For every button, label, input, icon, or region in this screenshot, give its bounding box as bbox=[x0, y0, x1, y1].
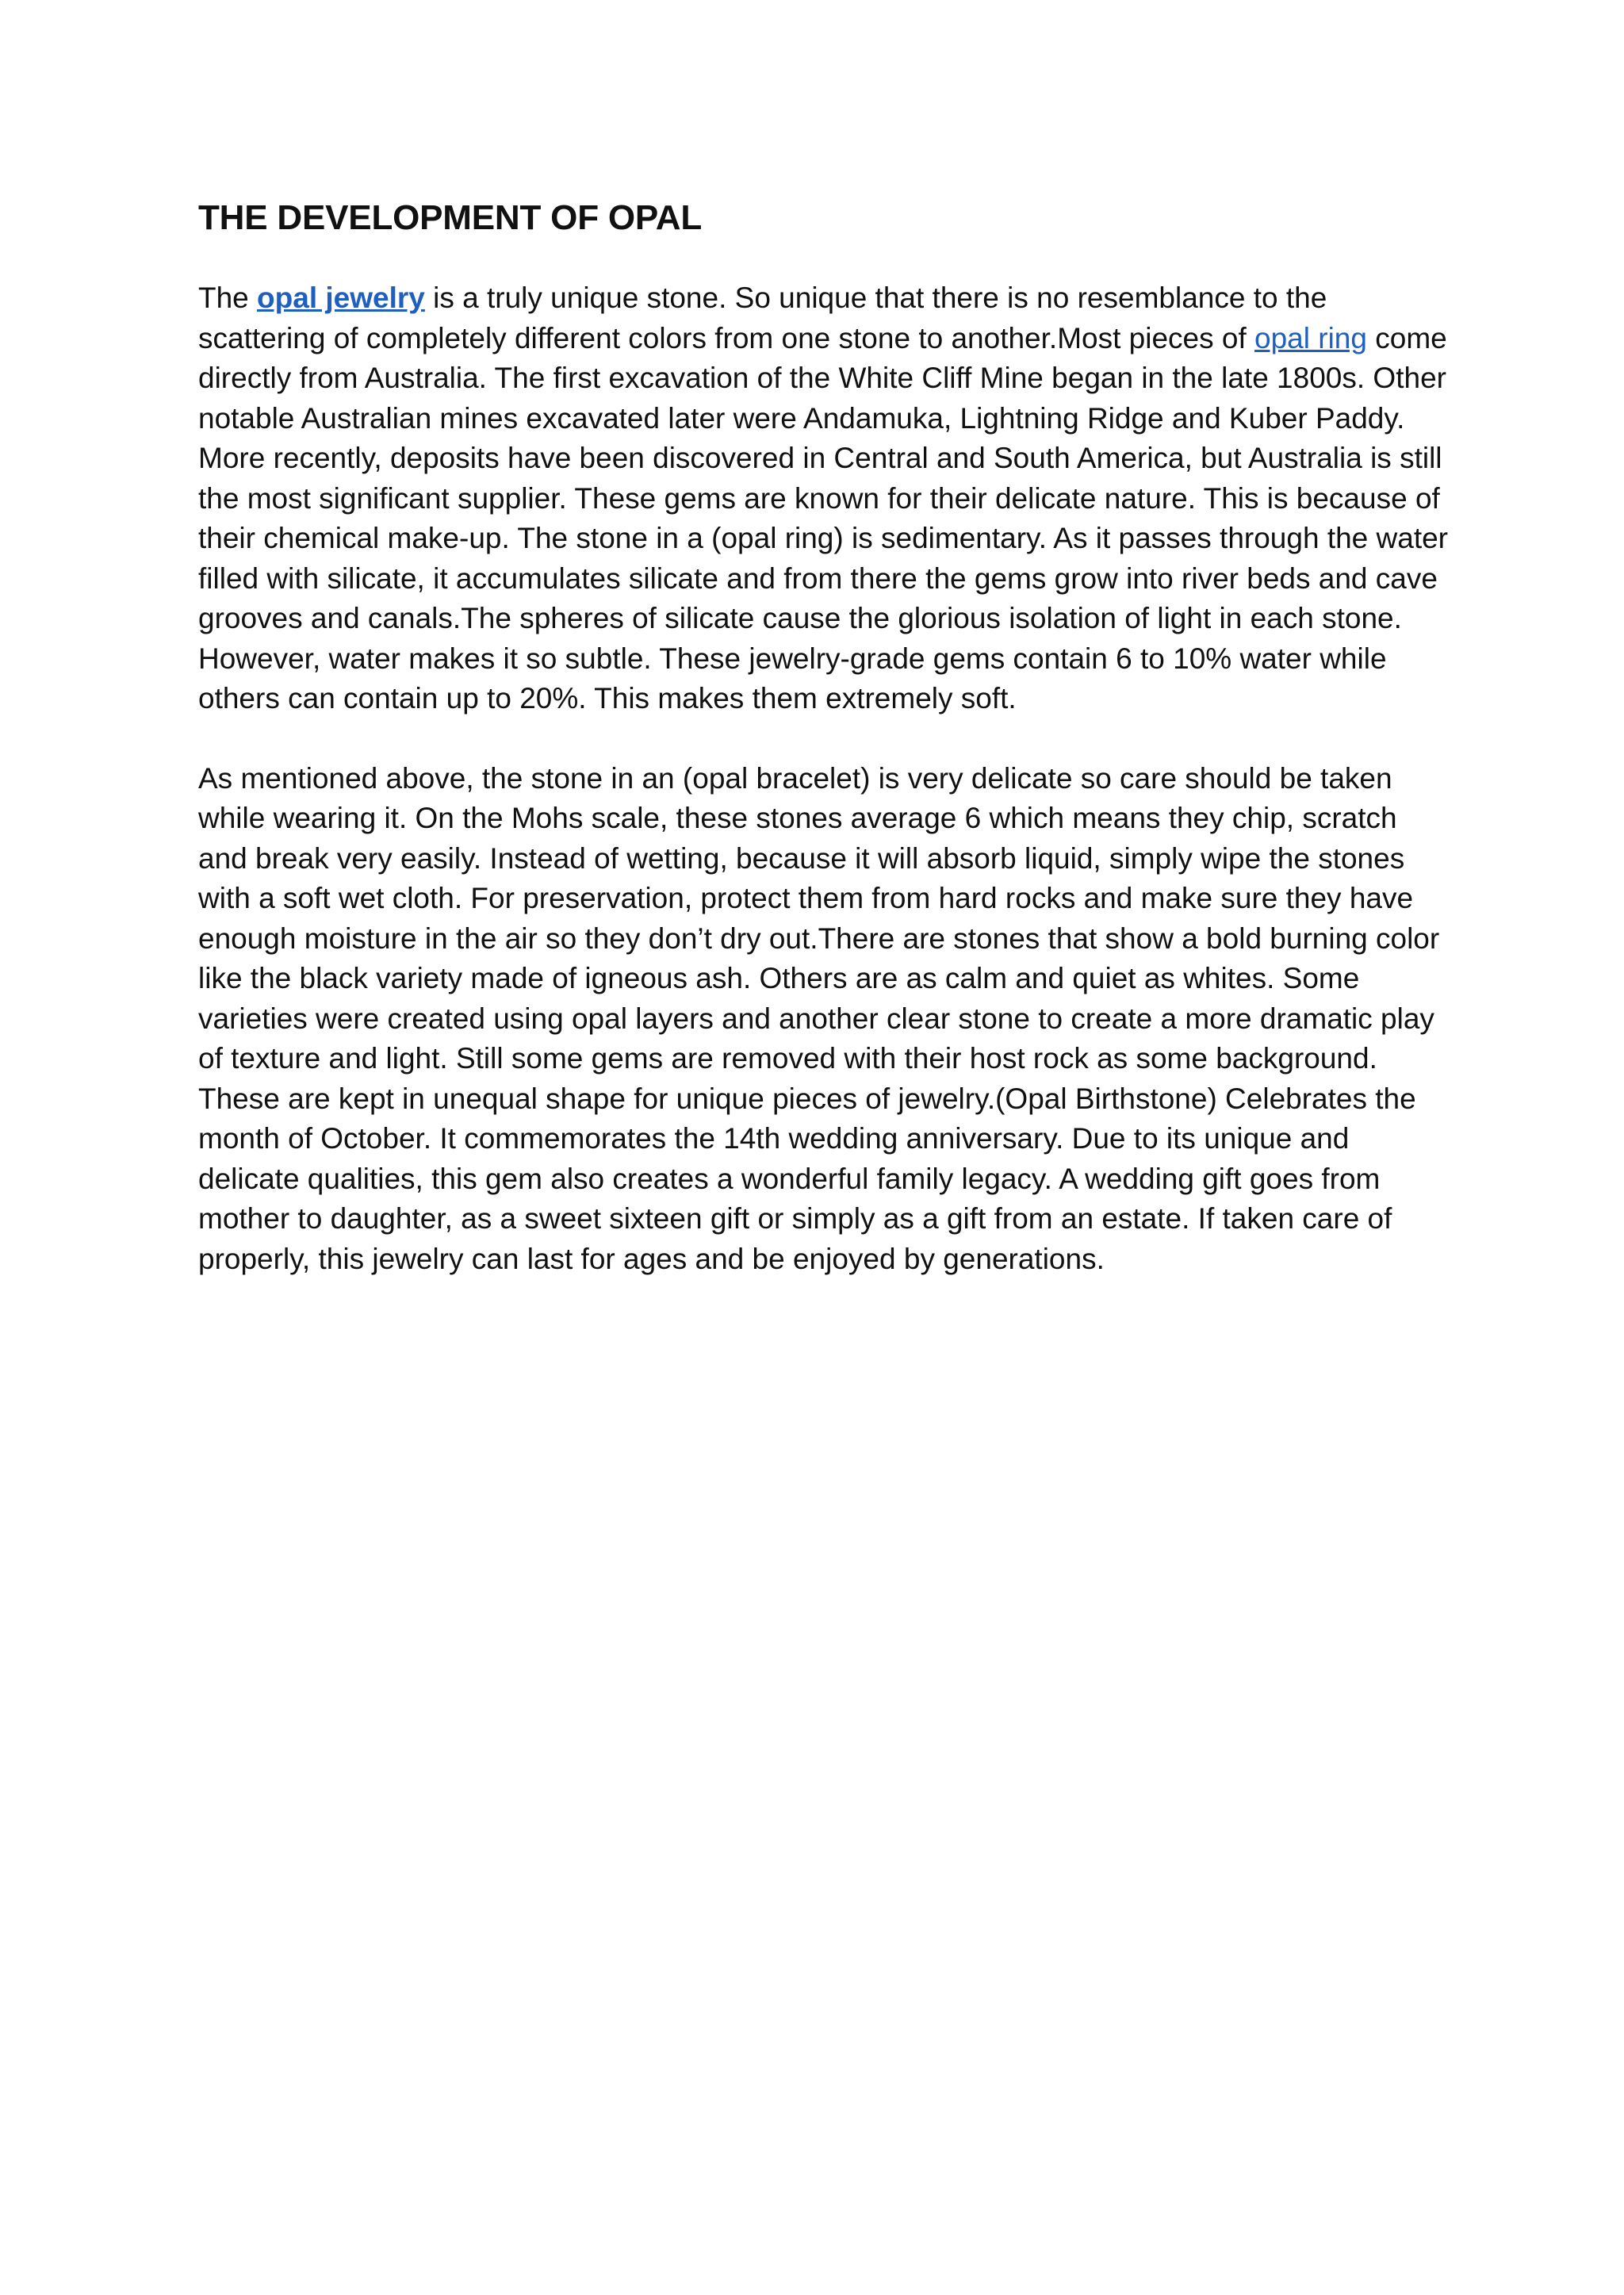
document-page bbox=[198, 194, 1451, 1279]
opal-jewelry-link[interactable]: opal jewelry bbox=[257, 282, 425, 314]
paragraph-intro-prefix: The bbox=[198, 282, 258, 314]
page-title: THE DEVELOPMENT OF OPAL bbox=[198, 198, 703, 237]
paragraph-intro bbox=[198, 278, 1451, 719]
opal-ring-link[interactable]: opal ring bbox=[1254, 321, 1367, 354]
paragraph-intro-text-1: is a truly unique stone. So unique that there is no resemblance to the scattering of completely different colors from one stone to another.Most pieces of bbox=[198, 282, 1327, 354]
paragraph-intro-text-2: come directly from Australia. The first excavation of the White Cliff Mine began in the late 1800s. Other notable Australian mines excavated later were Andamuka, Lightning Ridge and Kuber Paddy. More recently, deposits have been discovered in Central and South America, but Australia is still the most significant supplier. These gems are known for their delicate nature. This is because of their chemical make-up. The stone in a (opal ring) is sedimentary. As it passes through the water filled with silicate, it accumulates silicate and from there the gems grow into river beds and cave grooves and canals.The spheres of silicate cause the glorious isolation of light in each stone. However, water makes it so subtle. These jewelry-grade gems contain 6 to 10% water while others can contain up to 20%. This makes them extremely soft. bbox=[198, 321, 1449, 715]
paragraph-care: As mentioned above, the stone in an (opal bracelet) is very delicate so care should be taken while wearing it. On the Mohs scale, these stones average 6 which means they chip, scratch and break very easily. Instead of wetting, because it will absorb liquid, simply wipe the stones with a soft wet cloth. For preservation, protect them from hard rocks and make sure they have enough moisture in the air so they don’t dry out.There are stones that show a bold burning color like the black variety made of igneous ash. Others are as calm and quiet as whites. Some varieties were created using opal layers and another clear stone to create a more dramatic play of texture and light. Still some gems are removed with their host rock as some background. These are kept in unequal shape for unique pieces of jewelry.(Opal Birthstone) Celebrates the month of October. It commemorates the 14th wedding anniversary. Due to its unique and delicate qualities, this gem also creates a wonderful family legacy. A wedding gift goes from mother to daughter, as a sweet sixteen gift or simply as a gift from an estate. If taken care of properly, this jewelry can last for ages and be enjoyed by generations. bbox=[198, 761, 1440, 1275]
